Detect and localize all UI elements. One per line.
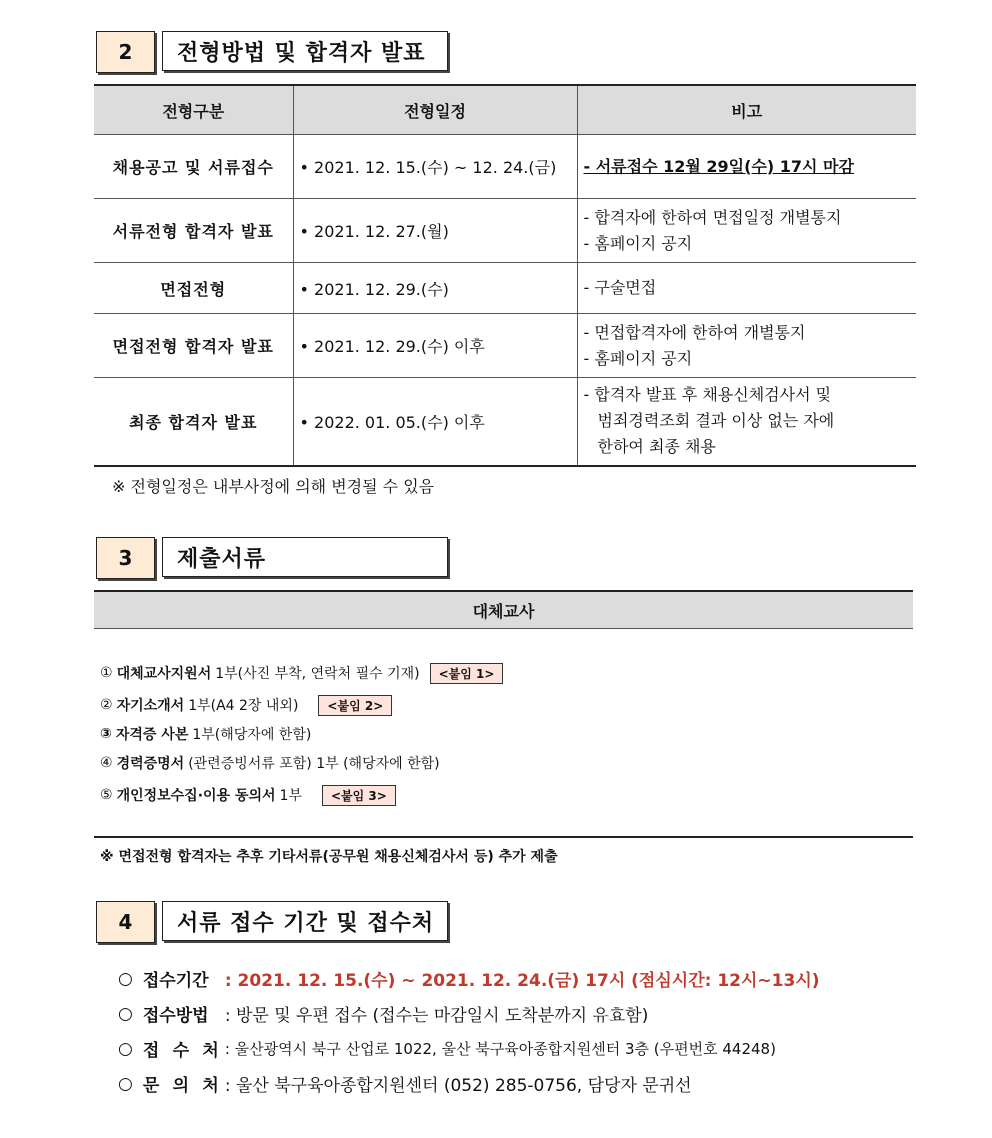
document-name: 자격증 사본: [115, 727, 189, 743]
document-detail: 1부(해당자에 한함): [192, 727, 312, 743]
section-number: 2: [96, 31, 155, 73]
document-name: 개인정보수집·이용 동의서: [116, 788, 276, 804]
list-item: [100, 721, 503, 747]
list-item: [100, 747, 503, 779]
note-line: - 구술면접: [583, 278, 657, 297]
section-title: 서류 접수 기간 및 접수처: [162, 901, 448, 941]
table-row: [94, 378, 916, 466]
item-number: ①: [100, 665, 113, 681]
column-header: 비고: [577, 85, 916, 135]
item-number: ②: [100, 697, 113, 713]
deadline-note: - 서류접수 12월 29일(수) 17시 마감: [583, 156, 854, 176]
documents-category-bar: 대체교사: [94, 590, 913, 629]
document-name: 경력증명서: [116, 756, 185, 772]
circle-bullet: ○: [118, 1003, 133, 1024]
date-cell: • 2021. 12. 29.(수): [293, 263, 577, 314]
document-detail: 1부(사진 부착, 연락처 필수 기재): [215, 666, 420, 682]
document-name: 자기소개서: [116, 698, 185, 714]
note-line: 한하여 최종 채용: [597, 437, 716, 457]
document-detail: 1부(A4 2장 내외): [188, 698, 299, 714]
date-cell: • 2021. 12. 27.(월): [293, 199, 577, 263]
info-value: : 2021. 12. 15.(수) ~ 2021. 12. 24.(금) 17시 (점심시간: 12시~13시): [224, 971, 820, 991]
table-header-row: [94, 85, 916, 135]
notes-cell: [577, 263, 916, 314]
notes-cell: [577, 199, 916, 263]
reception-info: [118, 961, 820, 1101]
documents-list: [100, 657, 503, 811]
section-number: 4: [96, 901, 155, 943]
info-value: : 울산 북구육아종합지원센터 (052) 285-0756, 담당자 문귀선: [224, 1076, 692, 1096]
note-line: - 홈페이지 공지: [583, 233, 693, 253]
item-number: ⑤: [100, 787, 113, 803]
list-item: [100, 657, 503, 689]
attachment-tag: <붙임 1>: [430, 663, 504, 684]
circle-bullet: ○: [118, 1038, 133, 1059]
info-value: : 방문 및 우편 접수 (접수는 마감일시 도착분까지 유효함): [224, 1006, 649, 1026]
schedule-table: [94, 84, 916, 467]
note-line: - 면접합격자에 한하여 개별통지: [583, 322, 806, 342]
list-item: [100, 689, 503, 721]
section-title: 전형방법 및 합격자 발표: [162, 31, 448, 71]
section-title: 제출서류: [162, 537, 448, 577]
schedule-footnote: ※ 전형일정은 내부사정에 의해 변경될 수 있음: [112, 477, 435, 496]
circle-bullet: ○: [118, 1073, 133, 1094]
list-item: [100, 779, 503, 811]
notes-cell: [577, 314, 916, 378]
info-value: : 울산광역시 북구 산업로 1022, 울산 북구육아종합지원센터 3층 (우편번호 44248): [224, 1040, 776, 1058]
note-line: 범죄경력조회 결과 이상 없는 자에: [597, 411, 835, 431]
table-row: [94, 314, 916, 378]
attachment-tag: <붙임 3>: [322, 785, 396, 806]
info-row-method: [118, 996, 820, 1031]
info-row-contact: [118, 1066, 820, 1101]
stage-cell: 채용공고 및 서류접수: [94, 135, 293, 199]
notes-cell: [577, 135, 916, 199]
date-cell: • 2021. 12. 15.(수) ~ 12. 24.(금): [293, 135, 577, 199]
item-number: ③: [100, 726, 112, 742]
info-label: 문 의 처: [142, 1076, 219, 1096]
info-row-period: [118, 961, 820, 996]
document-detail: (관련증빙서류 포함) 1부 (해당자에 한함): [188, 756, 440, 772]
column-header: 전형구분: [94, 85, 293, 135]
divider: [94, 836, 913, 838]
note-line: - 합격자 발표 후 채용신체검사서 및: [583, 385, 832, 405]
note-line: - 홈페이지 공지: [583, 348, 693, 368]
date-cell: • 2021. 12. 29.(수) 이후: [293, 314, 577, 378]
attachment-tag: <붙임 2>: [318, 695, 392, 716]
date-cell: • 2022. 01. 05.(수) 이후: [293, 378, 577, 466]
item-number: ④: [100, 755, 113, 771]
stage-cell: 서류전형 합격자 발표: [94, 199, 293, 263]
table-row: [94, 135, 916, 199]
info-row-place: [118, 1031, 820, 1066]
stage-cell: 면접전형 합격자 발표: [94, 314, 293, 378]
stage-cell: 최종 합격자 발표: [94, 378, 293, 466]
table-row: [94, 199, 916, 263]
column-header: 전형일정: [293, 85, 577, 135]
documents-footnote: ※ 면접전형 합격자는 추후 기타서류(공무원 채용신체검사서 등) 추가 제출: [100, 849, 558, 865]
stage-cell: 면접전형: [94, 263, 293, 314]
section-number: 3: [96, 537, 155, 579]
document-detail: 1부: [279, 788, 302, 804]
circle-bullet: ○: [118, 968, 133, 989]
note-line: - 합격자에 한하여 면접일정 개별통지: [583, 207, 842, 227]
table-row: [94, 263, 916, 314]
document-name: 대체교사지원서: [116, 666, 212, 682]
notes-cell: [577, 378, 916, 466]
info-label: 접 수 처: [142, 1041, 219, 1061]
info-label: 접수기간: [142, 971, 209, 991]
info-label: 접수방법: [142, 1006, 209, 1026]
